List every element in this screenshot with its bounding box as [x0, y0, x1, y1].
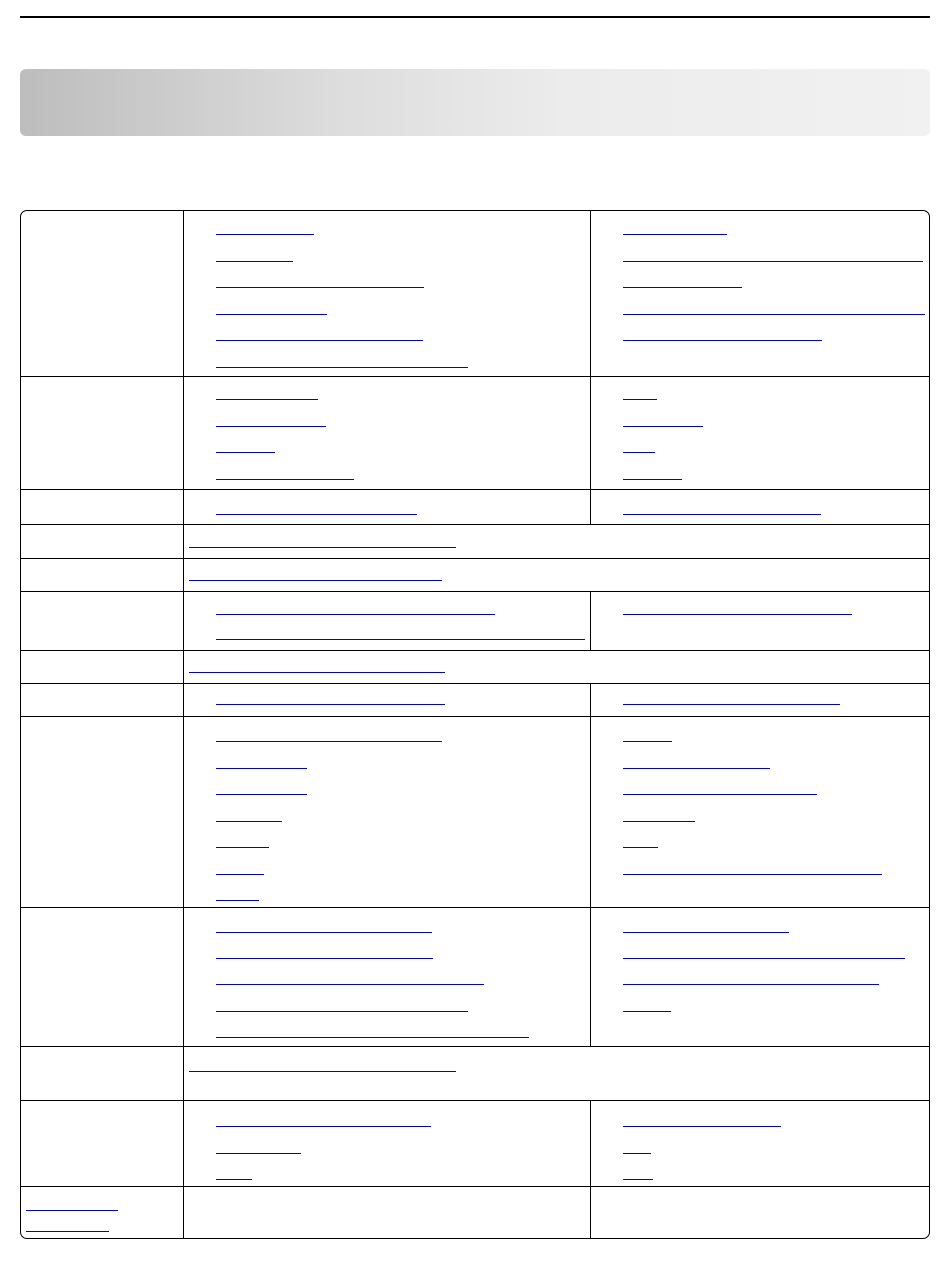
table-link[interactable] [623, 704, 840, 705]
table-link[interactable] [216, 340, 423, 341]
table-link[interactable] [623, 932, 789, 933]
category-cell [21, 1046, 184, 1100]
table-link[interactable] [216, 614, 495, 615]
table-row [21, 1100, 929, 1187]
table-link[interactable] [216, 821, 282, 822]
table-link[interactable] [216, 794, 307, 795]
category-cell [21, 211, 184, 376]
category-cell [21, 591, 184, 650]
table-link[interactable] [216, 741, 442, 742]
table-link[interactable] [623, 479, 682, 480]
table-row [21, 1046, 929, 1101]
table-link[interactable] [216, 984, 484, 985]
table-link[interactable] [216, 900, 259, 901]
section-banner [20, 69, 930, 136]
span-cell [184, 558, 929, 591]
right-links-cell [591, 1100, 929, 1186]
table-link[interactable] [623, 234, 727, 235]
table-link[interactable] [216, 1153, 301, 1154]
table-link[interactable] [216, 426, 326, 427]
table-link[interactable] [623, 821, 695, 822]
table-link[interactable] [623, 426, 703, 427]
table-link[interactable] [623, 874, 882, 875]
left-links-cell [184, 683, 591, 716]
right-links-cell [591, 683, 929, 716]
table-link[interactable] [216, 479, 354, 480]
table-link[interactable] [26, 1210, 118, 1211]
category-cell [21, 558, 184, 591]
table-link[interactable] [216, 234, 314, 235]
table-link[interactable] [623, 768, 770, 769]
table-link[interactable] [216, 514, 417, 515]
table-row [21, 558, 929, 592]
table-link[interactable] [216, 958, 433, 959]
right-links-cell [591, 907, 929, 1046]
table-link[interactable] [623, 1153, 651, 1154]
table-link[interactable] [623, 1179, 653, 1180]
table-link[interactable] [623, 614, 852, 615]
table-link[interactable] [189, 547, 456, 548]
category-cell [21, 1100, 184, 1186]
category-cell [21, 683, 184, 716]
left-links-cell [184, 591, 591, 650]
table-link[interactable] [623, 847, 658, 848]
table-link[interactable] [216, 874, 264, 875]
span-cell [184, 524, 929, 558]
table-link[interactable] [623, 314, 925, 315]
category-cell [21, 650, 184, 683]
table-link[interactable] [623, 261, 923, 262]
table-link[interactable] [216, 1011, 468, 1012]
table-row [21, 376, 929, 490]
right-links-cell [591, 591, 929, 650]
table-link[interactable] [189, 580, 442, 581]
table-row [21, 683, 929, 717]
table-link[interactable] [623, 340, 822, 341]
table-link[interactable] [216, 314, 327, 315]
table-link[interactable] [623, 452, 655, 453]
right-links-cell [591, 1186, 929, 1239]
category-cell [21, 489, 184, 524]
table-link[interactable] [189, 1071, 456, 1072]
top-rule [20, 16, 930, 18]
table-link[interactable] [216, 1037, 529, 1038]
table-row [21, 1186, 929, 1239]
left-links-cell [184, 211, 591, 376]
table-link[interactable] [26, 1231, 109, 1232]
table-row [21, 907, 929, 1047]
table-link[interactable] [623, 741, 672, 742]
table-link[interactable] [216, 639, 585, 640]
table-link[interactable] [189, 672, 445, 673]
left-links-cell [184, 1100, 591, 1186]
right-links-cell [591, 489, 929, 524]
right-links-cell [591, 376, 929, 489]
left-links-cell [184, 1186, 591, 1239]
category-cell [21, 716, 184, 907]
table-link[interactable] [216, 704, 445, 705]
table-link[interactable] [216, 1126, 431, 1127]
left-links-cell [184, 716, 591, 907]
table-link[interactable] [216, 768, 307, 769]
table-link[interactable] [623, 1126, 781, 1127]
table-link[interactable] [623, 958, 905, 959]
table-link[interactable] [623, 399, 657, 400]
table-link[interactable] [216, 367, 468, 368]
left-links-cell [184, 907, 591, 1046]
table-link[interactable] [216, 399, 318, 400]
table-link[interactable] [216, 1179, 252, 1180]
span-cell [184, 1046, 929, 1100]
table-row [21, 524, 929, 559]
table-row [21, 650, 929, 684]
left-links-cell [184, 489, 591, 524]
table-row [21, 489, 929, 525]
table-link[interactable] [216, 287, 424, 288]
right-links-cell [591, 716, 929, 907]
table-link[interactable] [623, 794, 817, 795]
link-table [20, 210, 930, 1239]
table-link[interactable] [216, 932, 432, 933]
table-row [21, 591, 929, 651]
left-links-cell [184, 376, 591, 489]
table-link[interactable] [623, 514, 821, 515]
category-cell [21, 907, 184, 1046]
table-link[interactable] [216, 261, 293, 262]
table-row [21, 716, 929, 908]
table-link[interactable] [623, 287, 742, 288]
table-link[interactable] [216, 847, 269, 848]
category-cell [21, 376, 184, 489]
table-link[interactable] [623, 984, 879, 985]
span-cell [184, 650, 929, 683]
right-links-cell [591, 211, 929, 376]
category-cell [21, 1186, 184, 1239]
table-row [21, 211, 929, 377]
table-link[interactable] [623, 1011, 671, 1012]
table-link[interactable] [216, 452, 275, 453]
category-cell [21, 524, 184, 558]
